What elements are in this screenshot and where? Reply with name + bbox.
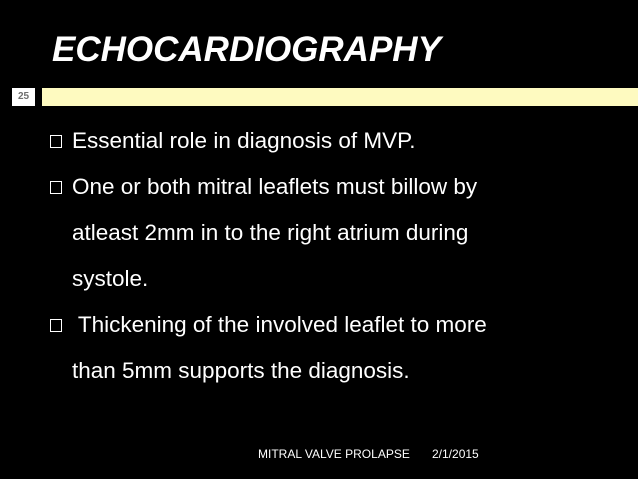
slide-title: ECHOCARDIOGRAPHY <box>52 30 441 69</box>
square-bullet-icon <box>50 181 62 194</box>
bullet-line: systole. <box>72 266 149 291</box>
bullet-text <box>50 302 610 394</box>
bullet-item <box>50 302 610 394</box>
slide-number: 25 <box>17 91 30 102</box>
bullet-line: than 5mm supports the diagnosis. <box>72 358 410 383</box>
footer-title: MITRAL VALVE PROLAPSE <box>258 447 410 461</box>
slide-number-box <box>12 88 35 106</box>
bullet-text <box>50 164 610 302</box>
bullet-text <box>50 118 610 164</box>
bullet-item <box>50 164 610 302</box>
bullet-item <box>50 118 610 164</box>
bullet-line: atleast 2mm in to the right atrium during <box>72 220 469 245</box>
bullet-line: One or both mitral leaflets must billow by <box>72 174 478 199</box>
bullet-line: Essential role in diagnosis of MVP. <box>72 128 416 153</box>
footer-date: 2/1/2015 <box>432 447 479 461</box>
bullet-line: Thickening of the involved leaflet to more <box>72 312 487 337</box>
title-underline-bar <box>42 88 638 106</box>
bullet-list <box>50 118 610 394</box>
square-bullet-icon <box>50 135 62 148</box>
square-bullet-icon <box>50 319 62 332</box>
